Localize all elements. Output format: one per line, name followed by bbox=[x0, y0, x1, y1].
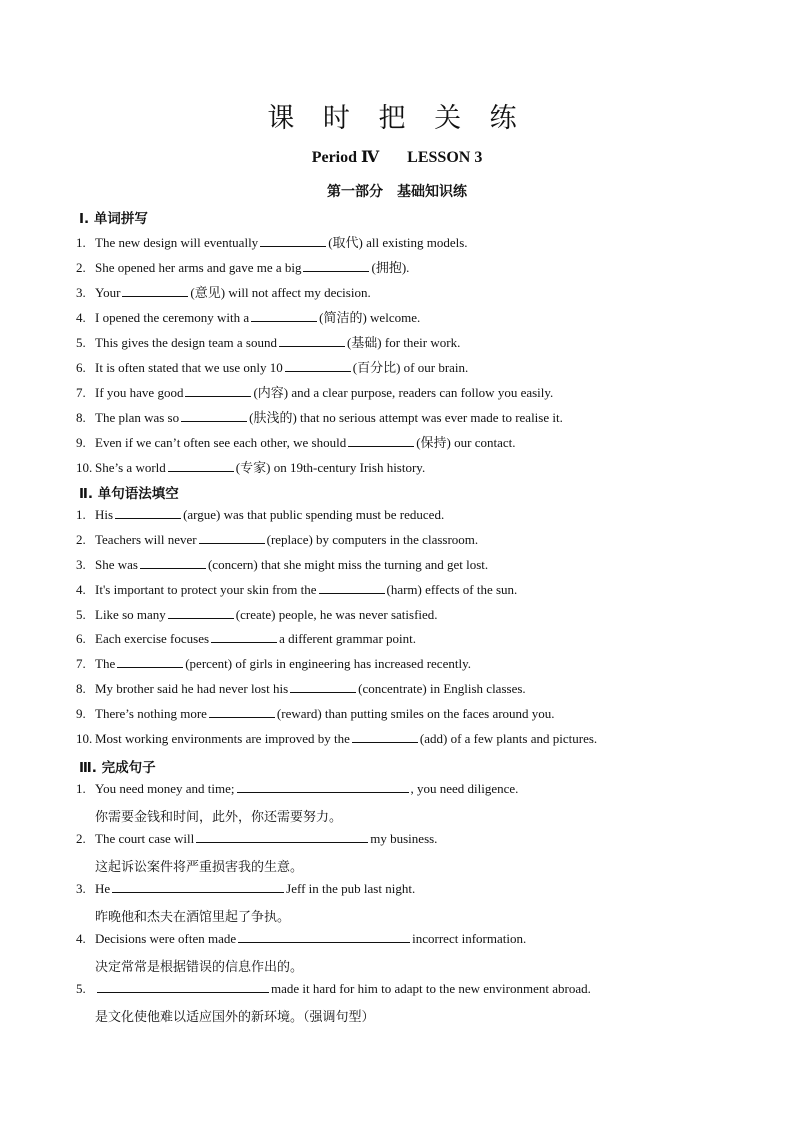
exercise-line: 4. I opened the ceremony with a (简洁的) welcome. bbox=[76, 310, 421, 325]
answer-blank[interactable] bbox=[303, 260, 369, 272]
exercise-line: 5. Like so many (create) people, he was never satisfied. bbox=[76, 607, 438, 622]
exercise-line: 4. It's important to protect your skin from the (harm) effects of the sun. bbox=[76, 582, 518, 597]
answer-blank[interactable] bbox=[209, 706, 275, 718]
exercise-line: 5. made it hard for him to adapt to the new environment abroad. bbox=[76, 981, 591, 996]
answer-blank[interactable] bbox=[122, 285, 188, 297]
chinese-translation: 你需要金钱和时间，此外，你还需要努力。 bbox=[95, 810, 343, 825]
exercise-line: 2. The court case will my business. bbox=[76, 831, 438, 846]
exercise-line: 3. He Jeff in the pub last night. bbox=[76, 881, 416, 896]
exercise-line: 1. His (argue) was that public spending must be reduced. bbox=[76, 507, 445, 522]
answer-blank[interactable] bbox=[290, 681, 356, 693]
exercise-line: 4. Decisions were often made incorrect information. bbox=[76, 931, 527, 946]
answer-blank[interactable] bbox=[185, 385, 251, 397]
chinese-translation: 决定常常是根据错误的信息作出的。 bbox=[95, 960, 304, 975]
exercise-line: 2. She opened her arms and gave me a big (拥抱). bbox=[76, 260, 410, 275]
exercise-line: 10. She’s a world (专家) on 19th-century Irish history. bbox=[76, 460, 426, 475]
part-heading: 第一部分 基础知识练 bbox=[327, 184, 467, 200]
section-heading-sentences: Ⅲ. 完成句子 bbox=[79, 760, 156, 776]
answer-blank[interactable] bbox=[112, 881, 284, 893]
answer-blank[interactable] bbox=[196, 831, 368, 843]
exercise-line: 1. The new design will eventually (取代) all existing models. bbox=[76, 235, 468, 250]
exercise-line: 8. My brother said he had never lost his (concentrate) in English classes. bbox=[76, 681, 526, 696]
answer-blank[interactable] bbox=[319, 582, 385, 594]
exercise-line: 6. It is often stated that we use only 10 (百分比) of our brain. bbox=[76, 360, 469, 375]
answer-blank[interactable] bbox=[348, 435, 414, 447]
page-title: 课 时 把 关 练 bbox=[267, 103, 527, 134]
answer-blank[interactable] bbox=[251, 310, 317, 322]
answer-blank[interactable] bbox=[285, 360, 351, 372]
answer-blank[interactable] bbox=[352, 731, 418, 743]
chinese-translation: 这起诉讼案件将严重损害我的生意。 bbox=[95, 860, 304, 875]
answer-blank[interactable] bbox=[237, 781, 409, 793]
answer-blank[interactable] bbox=[279, 335, 345, 347]
answer-blank[interactable] bbox=[260, 235, 326, 247]
exercise-line: 5. This gives the design team a sound (基础) for their work. bbox=[76, 335, 461, 350]
answer-blank[interactable] bbox=[181, 410, 247, 422]
lesson-subtitle bbox=[0, 147, 794, 167]
exercise-line: 10. Most working environments are improved by the (add) of a few plants and pictures. bbox=[76, 731, 598, 746]
exercise-line: 7. If you have good (内容) and a clear purpose, readers can follow you easily. bbox=[76, 385, 554, 400]
answer-blank[interactable] bbox=[115, 507, 181, 519]
exercise-line: 2. Teachers will never (replace) by computers in the classroom. bbox=[76, 532, 479, 547]
section-heading-grammar: Ⅱ. 单句语法填空 bbox=[79, 486, 179, 502]
section-heading-spelling: Ⅰ. 单词拼写 bbox=[79, 211, 148, 227]
answer-blank[interactable] bbox=[168, 607, 234, 619]
chinese-translation: 是文化使他难以适应国外的新环境。（强调句型） bbox=[95, 1010, 375, 1025]
answer-blank[interactable] bbox=[199, 532, 265, 544]
answer-blank[interactable] bbox=[238, 931, 410, 943]
answer-blank[interactable] bbox=[97, 981, 269, 993]
answer-blank[interactable] bbox=[140, 557, 206, 569]
exercise-line: 6. Each exercise focuses a different grammar point. bbox=[76, 631, 416, 646]
exercise-line: 3. Your (意见) will not affect my decision. bbox=[76, 285, 371, 300]
answer-blank[interactable] bbox=[168, 460, 234, 472]
answer-blank[interactable] bbox=[211, 631, 277, 643]
answer-blank[interactable] bbox=[117, 656, 183, 668]
period-label: Period Ⅳ bbox=[311, 149, 380, 166]
exercise-line: 8. The plan was so (肤浅的) that no serious attempt was ever made to realise it. bbox=[76, 410, 563, 425]
chinese-translation: 昨晚他和杰夫在酒馆里起了争执。 bbox=[95, 910, 291, 925]
exercise-line: 1. You need money and time; , you need diligence. bbox=[76, 781, 519, 796]
lesson-label: LESSON 3 bbox=[407, 149, 483, 166]
exercise-line: 9. Even if we can’t often see each other, we should (保持) our contact. bbox=[76, 435, 516, 450]
exercise-line: 9. There’s nothing more (reward) than putting smiles on the faces around you. bbox=[76, 706, 555, 721]
exercise-line: 7. The (percent) of girls in engineering has increased recently. bbox=[76, 656, 471, 671]
exercise-line: 3. She was (concern) that she might miss the turning and get lost. bbox=[76, 557, 489, 572]
